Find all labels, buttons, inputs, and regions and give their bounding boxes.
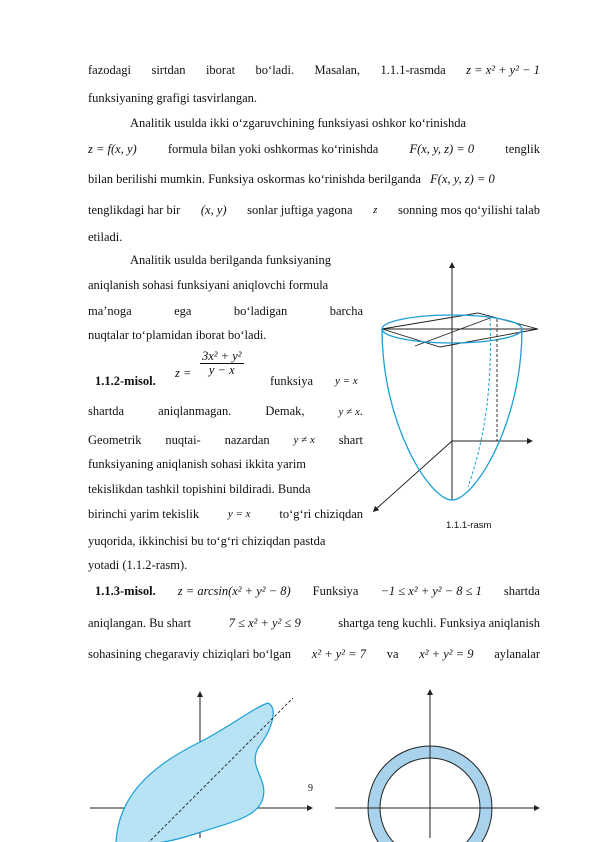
paragraph-line	[88, 62, 540, 78]
domain-region	[116, 703, 273, 842]
text: birinchi yarim tekislik	[88, 507, 200, 521]
paragraph-line	[88, 646, 540, 662]
paragraph-line: nuqtalar to‘plamidan iborat bo‘ladi.	[88, 328, 267, 342]
paraboloid-section	[468, 318, 490, 487]
paragraph-line	[88, 615, 540, 631]
paraboloid-figure	[360, 255, 540, 520]
paragraph-line	[88, 202, 540, 218]
paragraph-line: funksiyaning grafigi tasvirlangan.	[88, 91, 258, 105]
example-header	[95, 350, 365, 386]
text: funksiya	[270, 374, 314, 388]
formula: (x, y)	[200, 203, 227, 217]
text: ma’noga	[88, 304, 132, 318]
formula: y ≠ x	[293, 434, 315, 446]
figure-caption: 1.1.1-rasm	[446, 520, 492, 531]
text: sirtdan	[151, 63, 186, 77]
formula: y ≠ x	[338, 406, 360, 418]
text: sonning mos qo‘yilishi talab	[397, 203, 540, 217]
text: bilan berilishi mumkin. Funksiya oskormas ko‘rinishda berilganda	[88, 172, 421, 186]
text: formula bilan yoki oshkormas ko‘rinishda	[167, 142, 379, 156]
text: sonlar juftiga yagona	[247, 203, 353, 217]
annulus-figure	[325, 688, 540, 842]
text: Demak,	[265, 404, 305, 418]
formula: z = f(x, y)	[88, 142, 137, 156]
text: Masalan,	[314, 63, 361, 77]
formula: z = x² + y² − 1	[466, 63, 540, 77]
text: nuqtai-	[165, 433, 201, 447]
text: Funksiya	[312, 584, 359, 598]
example-title: 1.1.3-misol.	[95, 584, 156, 598]
text: shartda	[503, 584, 540, 598]
paragraph-line: yuqorida, ikkinchisi bu to‘g‘ri chiziqdan pastda	[88, 534, 326, 548]
text: va	[386, 647, 399, 661]
text: aylanalar	[494, 647, 540, 661]
text: to‘g‘ri chiziqdan	[279, 507, 363, 521]
page-number: 9	[308, 783, 313, 794]
text: sohasining chegaraviy chiziqlari bo‘lgan	[88, 647, 292, 661]
formula: 7 ≤ x² + y² ≤ 9	[228, 616, 301, 630]
text: 1.1.1-rasmda	[380, 63, 446, 77]
text: aniqlanmagan.	[158, 404, 232, 418]
formula: z =	[175, 366, 192, 380]
paragraph-line	[88, 403, 363, 420]
paragraph-line	[88, 432, 363, 448]
fraction-numerator: 3x² + y²	[202, 349, 242, 363]
example-title: 1.1.2-misol.	[95, 374, 156, 388]
x-axis	[375, 441, 452, 510]
text: aniqlangan. Bu shart	[88, 616, 192, 630]
text: bo‘ladi.	[255, 63, 295, 77]
text: tenglik	[505, 142, 540, 156]
text: bo‘ladigan	[233, 304, 288, 318]
paragraph-line: aniqlanish sohasi funksiyani aniqlovchi formula	[88, 278, 329, 292]
formula: z	[373, 204, 378, 216]
paragraph-line: yotadi (1.1.2-rasm).	[88, 558, 188, 572]
paragraph-line: Analitik usulda ikki o‘zgaruvchining funksiyasi oshkor ko‘rinishda	[130, 116, 467, 130]
fraction-denominator: y − x	[208, 363, 235, 377]
text: barcha	[329, 304, 363, 318]
paragraph-line	[88, 506, 363, 522]
paragraph-line	[95, 583, 540, 599]
text: shartga teng kuchli. Funksiya aniqlanish	[338, 616, 540, 630]
formula: F(x, y, z) = 0	[409, 142, 475, 156]
formula: y = x	[227, 508, 251, 520]
paragraph-line: tekislikdan tashkil topishini bildiradi. Bunda	[88, 482, 311, 496]
text: nazardan	[224, 433, 270, 447]
paragraph-line: funksiyaning aniqlanish sohasi ikkita yarim	[88, 457, 307, 471]
formula: y = x	[335, 375, 358, 387]
paragraph-line: etiladi.	[88, 230, 123, 244]
text: ega	[174, 304, 192, 318]
formula: F(x, y, z) = 0	[430, 172, 495, 186]
fraction	[200, 350, 244, 377]
text: .	[359, 404, 363, 418]
text: tenglikdagi har bir	[88, 203, 181, 217]
formula: x² + y² = 9	[419, 647, 474, 661]
half-plane-figure	[88, 688, 313, 842]
text: Geometrik	[88, 433, 142, 447]
paragraph-line	[88, 171, 540, 187]
text: fazodagi	[88, 63, 132, 77]
text: shartda	[88, 404, 125, 418]
text: shart	[338, 433, 363, 447]
formula: −1 ≤ x² + y² − 8 ≤ 1	[380, 584, 482, 598]
paragraph-line: Analitik usulda berilganda funksiyaning	[130, 253, 332, 267]
paragraph-line	[88, 141, 540, 157]
text: iborat	[205, 63, 236, 77]
formula: x² + y² = 7	[311, 647, 366, 661]
paragraph-line	[88, 303, 363, 319]
formula: z = arcsin(x² + y² − 8)	[177, 584, 291, 598]
